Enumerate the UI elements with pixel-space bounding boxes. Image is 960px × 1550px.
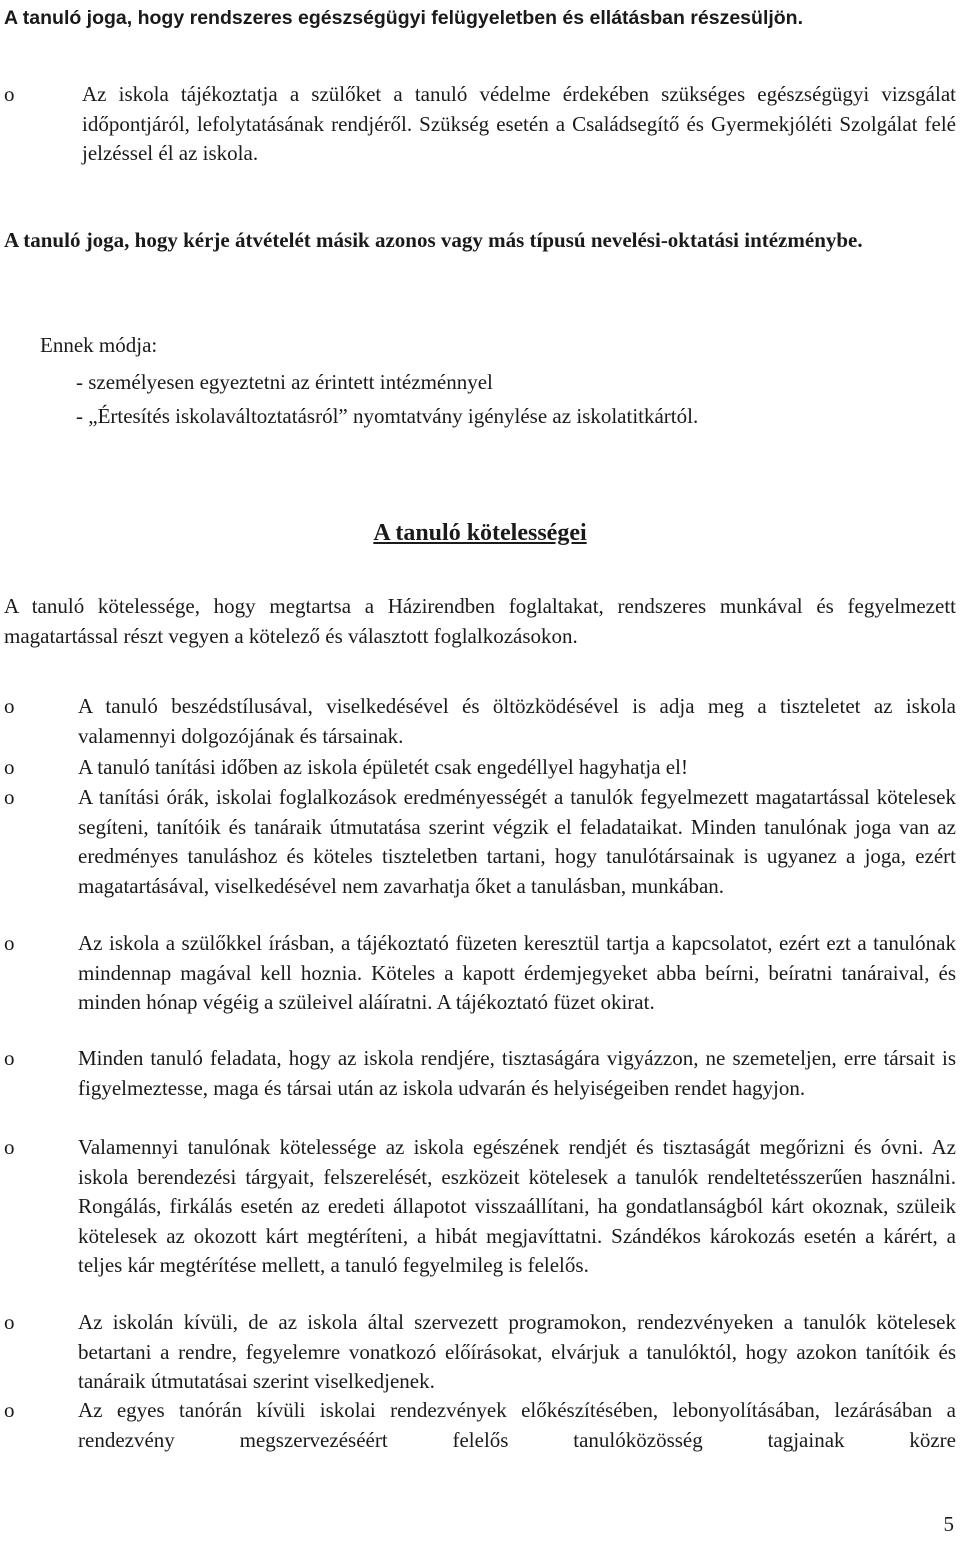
duty-text-6: Valamennyi tanulónak kötelessége az iskola egészének rendjét és tisztaságát megőrizni és óvni. Az iskola berendezési tárgyait, felszerelését, eszközeit kötelesek a tanulók rendeltetésszerűen használni. Rongálás, firkálás esetén az eredeti állapotot visszaállítani, ha gondatlanságból kárt okoznak, szüleik kötelesek az okozott kárt megtéríteni, a hibát megjavíttatni. Szándékos károkozás esetén a kárért, a teljes kár megtérítése mellett, a tanuló fegyelmileg is felelős. [78, 1135, 956, 1277]
health-item-text: Az iskola tájékoztatja a szülőket a tanuló védelme érdekében szükséges egészségügyi vizsgálat időpontjáról, lefolytatásának rendjéről. Szükség esetén a Családsegítő és Gyermekjóléti Szolgálat felé jelzéssel él az iskola. [82, 82, 956, 165]
page-number: 5 [943, 1512, 954, 1536]
method-item-2: - „Értesítés iskolaváltoztatásról” nyomtatvány igénylése az iskolatitkártól. [76, 404, 699, 428]
duty-text-3: A tanítási órák, iskolai foglalkozások eredményességét a tanulók fegyelmezett magatartással kötelesek segíteni, tanítóik és tanáraik útmutatása szerint végzik el feladataikat. Minden tanulónak joga van az eredményes tanuláshoz és köteles tiszteletben tartani, hogy tanulótársainak is ugyanez a joga, ezért magatartásával, viselkedésével nem zavarhatja őket a tanulásban, munkában. [78, 785, 956, 898]
rights-transfer-heading: A tanuló joga, hogy kérje átvételét másik azonos vagy más típusú nevelési-oktatási intézménybe. [4, 228, 863, 252]
duty-text-1: A tanuló beszédstílusával, viselkedésével és öltözködésével is adja meg a tiszteletet az iskola valamennyi dolgozójának és társainak. [78, 694, 956, 748]
duty-text-8: Az egyes tanórán kívüli iskolai rendezvények előkészítésében, lebonyolításában, lezárásában a rendezvény megszervezéséért felelős tanulóközösség tagjainak közre [78, 1398, 956, 1452]
method-label: Ennek módja: [40, 333, 158, 357]
duties-list [4, 692, 956, 1512]
duty-text-2: A tanuló tanítási időben az iskola épületét csak engedéllyel hagyhatja el! [78, 755, 688, 779]
list-bullet: o [4, 694, 15, 718]
list-bullet: o [4, 755, 15, 779]
duties-intro: A tanuló kötelessége, hogy megtartsa a Házirendben foglaltakat, rendszeres munkával és fegyelmezett magatartással részt vegyen a kötelező és választott foglalkozásokon. [4, 594, 956, 648]
duty-text-5: Minden tanuló feladata, hogy az iskola rendjére, tisztaságára vigyázzon, ne szemeteljen, erre társait is figyelmeztesse, maga és társai után az iskola udvarán és helyiségeiben rendet hagyjon. [78, 1046, 956, 1100]
duties-title: A tanuló kötelességei [373, 520, 587, 546]
method-item-1: - személyesen egyeztetni az érintett intézménnyel [76, 370, 493, 394]
list-bullet: o [4, 1135, 15, 1159]
list-bullet: o [4, 931, 15, 955]
rights-health-heading: A tanuló joga, hogy rendszeres egészségügyi felügyeletben és ellátásban részesüljön. [4, 7, 804, 29]
list-bullet: o [4, 785, 15, 809]
list-bullet: o [4, 1046, 15, 1070]
list-bullet: o [4, 1398, 15, 1422]
duty-text-4: Az iskola a szülőkkel írásban, a tájékoztató füzeten keresztül tartja a kapcsolatot, ezért ezt a tanulónak mindennap magával kell hoznia. Köteles a kapott érdemjegyeket abba beírni, beíratni tanáraival, és minden hónap végéig a szüleivel aláíratni. A tájékoztató füzet okirat. [78, 931, 956, 1014]
health-list-item [4, 80, 956, 170]
list-bullet: o [4, 82, 15, 106]
duty-text-7: Az iskolán kívüli, de az iskola által szervezett programokon, rendezvényeken a tanulók kötelesek betartani a rendre, fegyelemre vonatkozó előírásokat, elvárjuk a tanulóktól, hogy azokon tanítóik és tanáraik útmutatásai szerint viselkedjenek. [78, 1310, 956, 1393]
list-bullet: o [4, 1310, 15, 1334]
